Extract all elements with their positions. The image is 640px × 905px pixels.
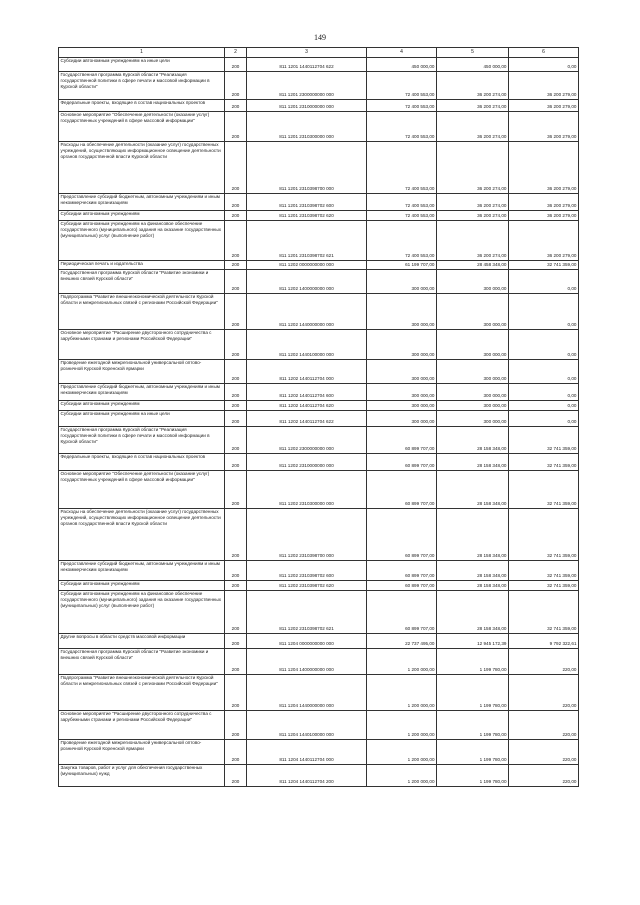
remaining-amount: 36 200 279,00 bbox=[509, 211, 579, 221]
table-row bbox=[59, 711, 579, 740]
table-row bbox=[59, 261, 579, 270]
expense-item-name: Подпрограмма "Развитие внешнеэкономической деятельности Курской области и межрегиональных связей с регионами Российской Федерации" bbox=[59, 294, 225, 330]
expense-item-name: Проведение ежегодной межрегиональной универсальной оптово-розничной Курской Коренской ярмарки bbox=[59, 740, 225, 765]
expense-item-name: Субсидии автономным учреждениям на иные цели bbox=[59, 58, 225, 72]
table-row bbox=[59, 384, 579, 401]
executed-amount: 12 945 172,39 bbox=[437, 634, 509, 649]
section-code: 200 bbox=[225, 194, 247, 211]
remaining-amount: 32 741 359,00 bbox=[509, 471, 579, 509]
header-cell-col1: 1 bbox=[59, 48, 225, 58]
header-cell-col6: 6 bbox=[509, 48, 579, 58]
executed-amount: 36 200 274,00 bbox=[437, 221, 509, 261]
budget-classification-code: 811 1204 1400000000 000 bbox=[247, 649, 367, 675]
remaining-amount: 32 741 359,00 bbox=[509, 591, 579, 634]
budget-classification-code: 811 1202 1440000000 000 bbox=[247, 294, 367, 330]
remaining-amount: 32 741 359,00 bbox=[509, 261, 579, 270]
remaining-amount: 220,00 bbox=[509, 711, 579, 740]
budget-classification-code: 811 1204 1440112704 200 bbox=[247, 765, 367, 787]
planned-amount: 300 000,00 bbox=[367, 270, 437, 294]
table-row bbox=[59, 330, 579, 360]
budget-classification-code: 811 1201 2300000000 000 bbox=[247, 72, 367, 100]
remaining-amount: 32 741 359,00 bbox=[509, 509, 579, 561]
planned-amount: 1 200 000,00 bbox=[367, 649, 437, 675]
planned-amount: 72 400 553,00 bbox=[367, 142, 437, 194]
table-row bbox=[59, 411, 579, 427]
section-code: 200 bbox=[225, 261, 247, 270]
budget-classification-code: 811 1202 2300000000 000 bbox=[247, 427, 367, 454]
remaining-amount: 0,00 bbox=[509, 411, 579, 427]
expense-item-name: Субсидии автономным учреждениям на иные цели bbox=[59, 411, 225, 427]
page-number: 149 bbox=[314, 33, 326, 42]
planned-amount: 60 899 707,00 bbox=[367, 509, 437, 561]
executed-amount: 450 000,00 bbox=[437, 58, 509, 72]
budget-classification-code: 811 1204 1440000000 000 bbox=[247, 675, 367, 711]
remaining-amount: 32 741 359,00 bbox=[509, 454, 579, 471]
executed-amount: 300 000,00 bbox=[437, 401, 509, 411]
planned-amount: 60 899 707,00 bbox=[367, 471, 437, 509]
planned-amount: 300 000,00 bbox=[367, 401, 437, 411]
table-row bbox=[59, 58, 579, 72]
section-code: 200 bbox=[225, 740, 247, 765]
table-row bbox=[59, 581, 579, 591]
budget-classification-code: 811 1204 1440100000 000 bbox=[247, 711, 367, 740]
expense-item-name: Предоставление субсидий бюджетным, автономным учреждениям и иным некоммерческим организациям bbox=[59, 561, 225, 581]
executed-amount: 28 158 348,00 bbox=[437, 509, 509, 561]
section-code: 200 bbox=[225, 711, 247, 740]
planned-amount: 1 200 000,00 bbox=[367, 740, 437, 765]
planned-amount: 22 737 495,00 bbox=[367, 634, 437, 649]
budget-classification-code: 811 1202 1440112704 000 bbox=[247, 360, 367, 384]
expense-item-name: Закупка товаров, работ и услуг для обеспечения государственных (муниципальных) нужд bbox=[59, 765, 225, 787]
section-code: 200 bbox=[225, 471, 247, 509]
table-row bbox=[59, 112, 579, 142]
remaining-amount: 36 200 279,00 bbox=[509, 112, 579, 142]
section-code: 200 bbox=[225, 581, 247, 591]
table-row bbox=[59, 740, 579, 765]
planned-amount: 60 899 707,00 bbox=[367, 427, 437, 454]
table-header-row bbox=[59, 48, 579, 58]
expense-item-name: Государственная программа Курской области "Реализация государственной политики в сфере печати и массовой информации в Курской области" bbox=[59, 72, 225, 100]
section-code: 200 bbox=[225, 221, 247, 261]
section-code: 200 bbox=[225, 58, 247, 72]
budget-classification-code: 811 1201 2310300000 000 bbox=[247, 112, 367, 142]
expense-item-name: Расходы на обеспечение деятельности (оказание услуг) государственных учреждений, осуществляющих информационное освещение деятельности органов государственной власти Курской области bbox=[59, 142, 225, 194]
section-code: 200 bbox=[225, 634, 247, 649]
executed-amount: 36 200 274,00 bbox=[437, 72, 509, 100]
remaining-amount: 220,00 bbox=[509, 740, 579, 765]
executed-amount: 28 158 348,00 bbox=[437, 561, 509, 581]
section-code: 200 bbox=[225, 401, 247, 411]
executed-amount: 300 000,00 bbox=[437, 360, 509, 384]
expense-item-name: Субсидии автономным учреждениям bbox=[59, 581, 225, 591]
budget-classification-code: 811 1201 2310398702 621 bbox=[247, 221, 367, 261]
executed-amount: 1 199 780,00 bbox=[437, 711, 509, 740]
section-code: 200 bbox=[225, 142, 247, 194]
remaining-amount: 0,00 bbox=[509, 270, 579, 294]
remaining-amount: 36 200 279,00 bbox=[509, 142, 579, 194]
table-row bbox=[59, 509, 579, 561]
remaining-amount: 220,00 bbox=[509, 765, 579, 787]
remaining-amount: 0,00 bbox=[509, 330, 579, 360]
section-code: 200 bbox=[225, 330, 247, 360]
section-code: 200 bbox=[225, 270, 247, 294]
planned-amount: 72 400 553,00 bbox=[367, 194, 437, 211]
table-row bbox=[59, 649, 579, 675]
remaining-amount: 0,00 bbox=[509, 401, 579, 411]
budget-classification-code: 811 1202 2310000000 000 bbox=[247, 454, 367, 471]
expense-item-name: Федеральные проекты, входящие в состав национальных проектов bbox=[59, 454, 225, 471]
header-cell-col3: 3 bbox=[247, 48, 367, 58]
remaining-amount: 36 200 279,00 bbox=[509, 221, 579, 261]
remaining-amount: 9 792 322,61 bbox=[509, 634, 579, 649]
section-code: 200 bbox=[225, 211, 247, 221]
budget-classification-code: 811 1201 2310398700 000 bbox=[247, 142, 367, 194]
planned-amount: 60 899 707,00 bbox=[367, 454, 437, 471]
header-cell-col2: 2 bbox=[225, 48, 247, 58]
budget-classification-code: 811 1201 1440112704 622 bbox=[247, 58, 367, 72]
section-code: 200 bbox=[225, 112, 247, 142]
section-code: 200 bbox=[225, 509, 247, 561]
budget-table bbox=[58, 47, 579, 787]
section-code: 200 bbox=[225, 294, 247, 330]
executed-amount: 1 199 780,00 bbox=[437, 765, 509, 787]
expense-item-name: Государственная программа Курской области "Развитие экономики и внешних связей Курской области" bbox=[59, 270, 225, 294]
planned-amount: 1 200 000,00 bbox=[367, 711, 437, 740]
executed-amount: 300 000,00 bbox=[437, 294, 509, 330]
remaining-amount: 36 200 279,00 bbox=[509, 100, 579, 112]
table-row bbox=[59, 72, 579, 100]
header-cell-col5: 5 bbox=[437, 48, 509, 58]
expense-item-name: Государственная программа Курской области "Реализация государственной политики в сфере печати и массовой информации в Курской области" bbox=[59, 427, 225, 454]
section-code: 200 bbox=[225, 72, 247, 100]
planned-amount: 300 000,00 bbox=[367, 384, 437, 401]
executed-amount: 36 200 274,00 bbox=[437, 142, 509, 194]
budget-classification-code: 811 1202 1440100000 000 bbox=[247, 330, 367, 360]
remaining-amount: 220,00 bbox=[509, 649, 579, 675]
section-code: 200 bbox=[225, 100, 247, 112]
planned-amount: 61 199 707,00 bbox=[367, 261, 437, 270]
planned-amount: 72 400 553,00 bbox=[367, 221, 437, 261]
table-row bbox=[59, 591, 579, 634]
executed-amount: 1 199 780,00 bbox=[437, 675, 509, 711]
executed-amount: 28 158 348,00 bbox=[437, 427, 509, 454]
table-row bbox=[59, 401, 579, 411]
expense-item-name: Основное мероприятие "Расширение двусторонного сотрудничества с зарубежными странами и регионами Российской Федерации" bbox=[59, 330, 225, 360]
budget-classification-code: 811 1204 0000000000 000 bbox=[247, 634, 367, 649]
budget-classification-code: 811 1202 1440112704 622 bbox=[247, 411, 367, 427]
expense-item-name: Предоставление субсидий бюджетным, автономным учреждениям и иным некоммерческим организациям bbox=[59, 194, 225, 211]
budget-classification-code: 811 1202 1440112704 620 bbox=[247, 401, 367, 411]
remaining-amount: 0,00 bbox=[509, 384, 579, 401]
table-row bbox=[59, 675, 579, 711]
executed-amount: 1 199 780,00 bbox=[437, 649, 509, 675]
section-code: 200 bbox=[225, 649, 247, 675]
section-code: 200 bbox=[225, 427, 247, 454]
planned-amount: 60 899 707,00 bbox=[367, 561, 437, 581]
planned-amount: 300 000,00 bbox=[367, 360, 437, 384]
table-row bbox=[59, 294, 579, 330]
budget-classification-code: 811 1202 1400000000 000 bbox=[247, 270, 367, 294]
expense-item-name: Государственная программа Курской области "Развитие экономики и внешних связей Курской области" bbox=[59, 649, 225, 675]
budget-classification-code: 811 1202 1440112704 600 bbox=[247, 384, 367, 401]
table-row bbox=[59, 471, 579, 509]
expense-item-name: Федеральные проекты, входящие в состав национальных проектов bbox=[59, 100, 225, 112]
remaining-amount: 0,00 bbox=[509, 360, 579, 384]
expense-item-name: Основное мероприятие "Обеспечение деятельности (оказание услуг) государственных учреждений в сфере массовой информации" bbox=[59, 112, 225, 142]
remaining-amount: 36 200 279,00 bbox=[509, 194, 579, 211]
planned-amount: 72 400 553,00 bbox=[367, 211, 437, 221]
executed-amount: 300 000,00 bbox=[437, 330, 509, 360]
budget-classification-code: 811 1202 2310398700 000 bbox=[247, 509, 367, 561]
planned-amount: 72 400 553,00 bbox=[367, 72, 437, 100]
planned-amount: 72 400 553,00 bbox=[367, 112, 437, 142]
table-row bbox=[59, 360, 579, 384]
budget-classification-code: 811 1202 2310300000 000 bbox=[247, 471, 367, 509]
section-code: 200 bbox=[225, 561, 247, 581]
executed-amount: 300 000,00 bbox=[437, 384, 509, 401]
expense-item-name: Субсидии автономным учреждениям на финансовое обеспечение государственного (муниципального) задания на оказание государственных (муниципальных) услуг (выполнение работ) bbox=[59, 591, 225, 634]
expense-item-name: Расходы на обеспечение деятельности (оказание услуг) государственных учреждений, осуществляющих информационное освещение деятельности органов государственной власти Курской области bbox=[59, 509, 225, 561]
remaining-amount: 32 741 359,00 bbox=[509, 581, 579, 591]
header-cell-col4: 4 bbox=[367, 48, 437, 58]
table-row bbox=[59, 561, 579, 581]
executed-amount: 36 200 274,00 bbox=[437, 194, 509, 211]
executed-amount: 1 199 780,00 bbox=[437, 740, 509, 765]
table-row bbox=[59, 221, 579, 261]
table-row bbox=[59, 634, 579, 649]
remaining-amount: 0,00 bbox=[509, 58, 579, 72]
executed-amount: 36 200 274,00 bbox=[437, 100, 509, 112]
expense-item-name: Субсидии автономным учреждениям bbox=[59, 401, 225, 411]
section-code: 200 bbox=[225, 454, 247, 471]
table-row bbox=[59, 427, 579, 454]
executed-amount: 36 200 274,00 bbox=[437, 112, 509, 142]
budget-classification-code: 811 1202 2310398702 600 bbox=[247, 561, 367, 581]
planned-amount: 300 000,00 bbox=[367, 330, 437, 360]
planned-amount: 60 899 707,00 bbox=[367, 591, 437, 634]
expense-item-name: Основное мероприятие "Обеспечение деятельности (оказание услуг) государственных учреждений в сфере массовой информации" bbox=[59, 471, 225, 509]
remaining-amount: 32 741 359,00 bbox=[509, 427, 579, 454]
budget-classification-code: 811 1201 2310000000 000 bbox=[247, 100, 367, 112]
table-row bbox=[59, 211, 579, 221]
planned-amount: 300 000,00 bbox=[367, 294, 437, 330]
section-code: 200 bbox=[225, 360, 247, 384]
budget-classification-code: 811 1202 0000000000 000 bbox=[247, 261, 367, 270]
section-code: 200 bbox=[225, 411, 247, 427]
budget-classification-code: 811 1201 2310398702 600 bbox=[247, 194, 367, 211]
table-row bbox=[59, 142, 579, 194]
expense-item-name: Другие вопросы в области средств массовой информации bbox=[59, 634, 225, 649]
table-row bbox=[59, 765, 579, 787]
executed-amount: 300 000,00 bbox=[437, 270, 509, 294]
section-code: 200 bbox=[225, 591, 247, 634]
budget-classification-code: 811 1201 2310398702 620 bbox=[247, 211, 367, 221]
executed-amount: 300 000,00 bbox=[437, 411, 509, 427]
executed-amount: 28 458 348,00 bbox=[437, 261, 509, 270]
expense-item-name: Основное мероприятие "Расширение двусторонного сотрудничества с зарубежными странами и регионами Российской Федерации" bbox=[59, 711, 225, 740]
expense-item-name: Подпрограмма "Развитие внешнеэкономической деятельности Курской области и межрегиональных связей с регионами Российской Федерации" bbox=[59, 675, 225, 711]
planned-amount: 1 200 000,00 bbox=[367, 675, 437, 711]
section-code: 200 bbox=[225, 765, 247, 787]
planned-amount: 450 000,00 bbox=[367, 58, 437, 72]
planned-amount: 72 400 553,00 bbox=[367, 100, 437, 112]
expense-item-name: Предоставление субсидий бюджетным, автономным учреждениям и иным некоммерческим организациям bbox=[59, 384, 225, 401]
remaining-amount: 0,00 bbox=[509, 294, 579, 330]
expense-item-name: Проведение ежегодной межрегиональной универсальной оптово-розничной Курской Коренской ярмарки bbox=[59, 360, 225, 384]
table-row bbox=[59, 100, 579, 112]
planned-amount: 300 000,00 bbox=[367, 411, 437, 427]
remaining-amount: 220,00 bbox=[509, 675, 579, 711]
table-row bbox=[59, 270, 579, 294]
executed-amount: 28 158 348,00 bbox=[437, 591, 509, 634]
expense-item-name: Субсидии автономным учреждениям bbox=[59, 211, 225, 221]
budget-classification-code: 811 1202 2310398702 620 bbox=[247, 581, 367, 591]
remaining-amount: 36 200 279,00 bbox=[509, 72, 579, 100]
executed-amount: 28 158 348,00 bbox=[437, 454, 509, 471]
table-row bbox=[59, 454, 579, 471]
budget-classification-code: 811 1204 1440112704 000 bbox=[247, 740, 367, 765]
planned-amount: 1 200 000,00 bbox=[367, 765, 437, 787]
expense-item-name: Субсидии автономным учреждениям на финансовое обеспечение государственного (муниципального) задания на оказание государственных (муниципальных) услуг (выполнение работ) bbox=[59, 221, 225, 261]
budget-classification-code: 811 1202 2310398702 621 bbox=[247, 591, 367, 634]
executed-amount: 28 158 348,00 bbox=[437, 471, 509, 509]
executed-amount: 36 200 274,00 bbox=[437, 211, 509, 221]
planned-amount: 60 899 707,00 bbox=[367, 581, 437, 591]
section-code: 200 bbox=[225, 675, 247, 711]
table-row bbox=[59, 194, 579, 211]
expense-item-name: Периодическая печать и издательства bbox=[59, 261, 225, 270]
executed-amount: 28 158 348,00 bbox=[437, 581, 509, 591]
remaining-amount: 32 741 359,00 bbox=[509, 561, 579, 581]
section-code: 200 bbox=[225, 384, 247, 401]
